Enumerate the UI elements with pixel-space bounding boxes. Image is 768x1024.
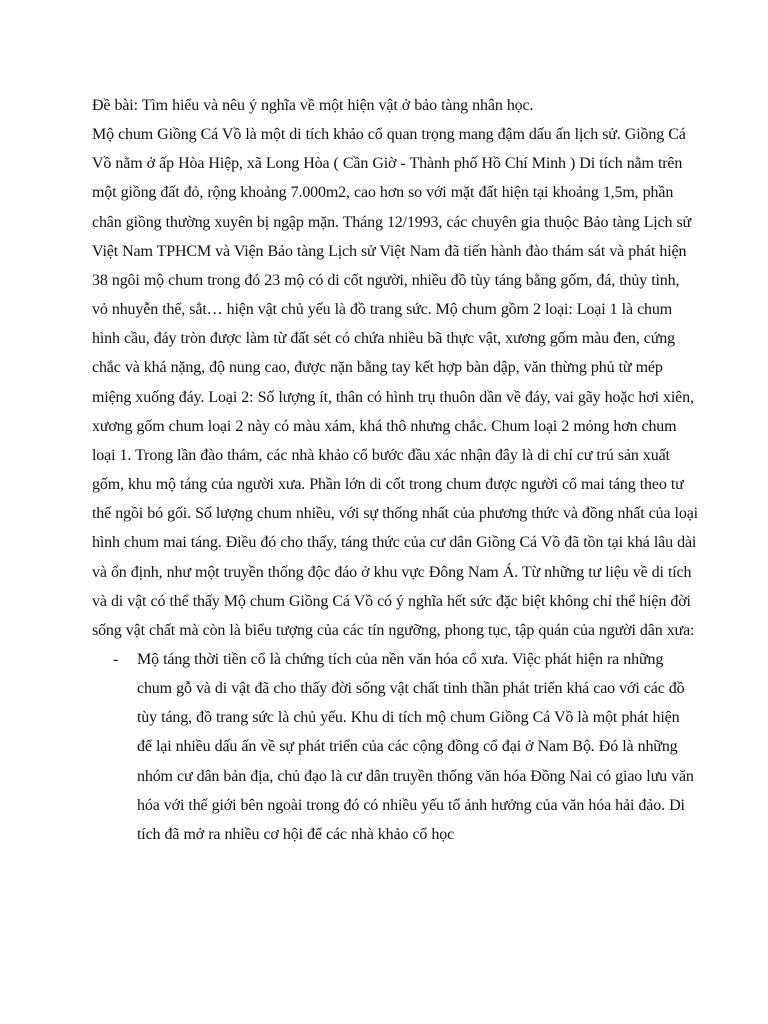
list-item-text: Mộ táng thời tiền cổ là chứng tích của nền văn hóa cổ xưa. Việc phát hiện ra những chum gỗ và di vật đã cho thấy đời sống vật chất tinh thần phát triển khá cao với các đồ tùy táng, đồ trang sức là chủ yếu. Khu di tích mộ chum Giồng Cá Vồ là một phát hiện để lại nhiều dấu ấn về sự phát triển của các cộng đồng cổ đại ở Nam Bộ. Đó là những nhóm cư dân bản địa, chủ đạo là cư dân truyền thống văn hóa Đồng Nai có giao lưu văn hóa với thế giới bên ngoài trong đó có nhiều yếu tố ảnh hưởng của văn hóa hải đảo. Di tích đã mở ra nhiều cơ hội để các nhà khảo cổ học: [137, 650, 694, 843]
dash-list: [92, 645, 698, 849]
assignment-heading: Đề bài: Tìm hiểu và nêu ý nghĩa về một hiện vật ở bảo tàng nhân học.: [92, 97, 534, 114]
body-paragraph: Mộ chum Giồng Cá Vồ là một di tích khảo cổ quan trọng mang đậm dấu ấn lịch sử. Giồng Cá Vồ nằm ở ấp Hòa Hiệp, xã Long Hòa ( Cần Giờ - Thành phố Hồ Chí Minh ) Di tích nằm trên một giồng đất đỏ, rộng khoảng 7.000m2, cao hơn so với mặt đất hiện tại khoảng 1,5m, phần chân giồng thường xuyên bị ngập mặn. Tháng 12/1993, các chuyên gia thuộc Bảo tàng Lịch sử Việt Nam TPHCM và Viện Bảo tàng Lịch sử Việt Nam đã tiến hành đào thám sát và phát hiện 38 ngôi mộ chum trong đó 23 mộ có di cốt người, nhiều đồ tùy táng bằng gốm, đá, thủy tinh, vỏ nhuyễn thể, sắt… hiện vật chủ yếu là đồ trang sức. Mộ chum gồm 2 loại: Loại 1 là chum hình cầu, đáy tròn được làm từ đất sét có chứa nhiều bã thực vật, xương gốm màu đen, cứng chắc và khá nặng, độ nung cao, được nặn bằng tay kết hợp bàn dập, văn thừng phủ từ mép miệng xuống đáy. Loại 2: Số lượng ít, thân có hình trụ thuôn dần về đáy, vai gãy hoặc hơi xiên, xương gốm chum loại 2 này có màu xám, khá thô nhưng chắc. Chum loại 2 mỏng hơn chum loại 1. Trong lần đào thám, các nhà khảo cổ bước đầu xác nhận đây là di chỉ cư trú sản xuất gốm, khu mộ táng của người xưa. Phần lớn di cốt trong chum được người cổ mai táng theo tư thế ngồi bó gối. Số lượng chum nhiều, với sự thống nhất của phương thức và đồng nhất của loại hình chum mai táng. Điều đó cho thấy, táng thức của cư dân Giồng Cá Vồ đã tồn tại khá lâu dài và ổn định, như một truyền thống độc đáo ở khu vực Đông Nam Á. Từ những tư liệu về di tích và di vật có thể thấy Mộ chum Giồng Cá Vồ có ý nghĩa hết sức đặc biệt không chỉ thể hiện đời sống vật chất mà còn là biểu tượng của các tín ngưỡng, phong tục, tập quán của người dân xưa:: [92, 126, 698, 639]
dash-marker: -: [113, 650, 119, 668]
list-item: [92, 645, 698, 849]
